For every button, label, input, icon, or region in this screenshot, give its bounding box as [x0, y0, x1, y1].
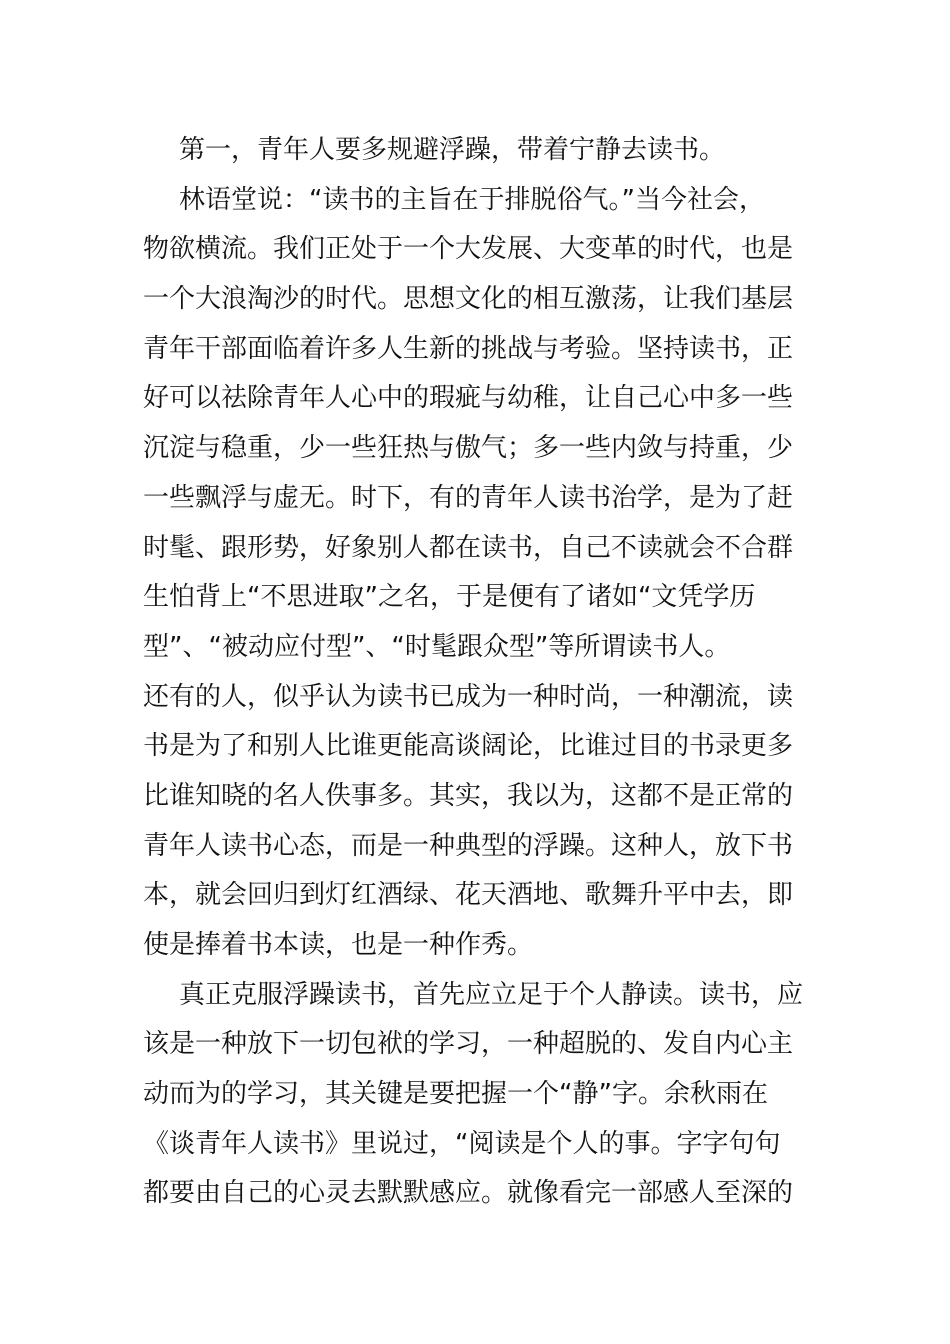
paragraph-line: 比谁知晓的名人佚事多。其实，我以为，这都不是正常的 — [143, 780, 794, 811]
paragraph-line: 动而为的学习，其关键是要把握一个“静”字。余秋雨在 — [143, 1079, 768, 1110]
paragraph-line: 生怕背上“不思进取”之名，于是便有了诸如“文凭学历 — [143, 582, 756, 613]
paragraph-line: 书是为了和别人比谁更能高谈阔论，比谁过目的书录更多 — [143, 731, 794, 762]
paragraph-line: 型”、“被动应付型”、“时髦跟众型”等所谓读书人。 — [143, 631, 731, 662]
paragraph-line: 该是一种放下一切包袱的学习，一种超脱的、发自内心主 — [143, 1029, 794, 1060]
paragraph-line: 沉淀与稳重，少一些狂热与傲气；多一些内敛与持重，少 — [143, 433, 794, 464]
paragraph-line: 《谈青年人读书》里说过，“阅读是个人的事。字字句句 — [143, 1128, 781, 1159]
paragraph-line: 真正克服浮躁读书，首先应立足于个人静读。读书，应 — [179, 979, 804, 1010]
paragraph-line: 本，就会回归到灯红酒绿、花天酒地、歌舞升平中去，即 — [143, 880, 794, 911]
section-heading: 第一，青年人要多规避浮躁，带着宁静去读书。 — [179, 135, 726, 165]
paragraph-line: 青年干部面临着许多人生新的挑战与考验。坚持读书，正 — [143, 333, 794, 364]
paragraph-line: 一些飘浮与虚无。时下，有的青年人读书治学，是为了赶 — [143, 482, 794, 513]
paragraph-line: 青年人读书心态，而是一种典型的浮躁。这种人，放下书 — [143, 830, 794, 861]
paragraph-line: 林语堂说：“读书的主旨在于排脱俗气。”当今社会， — [179, 184, 765, 215]
paragraph-line: 物欲横流。我们正处于一个大发展、大变革的时代，也是 — [143, 234, 794, 265]
paragraph-line: 好可以祛除青年人心中的瑕疵与幼稚，让自己心中多一些 — [143, 383, 794, 414]
paragraph-line: 都要由自己的心灵去默默感应。就像看完一部感人至深的 — [143, 1178, 794, 1209]
paragraph-line: 时髦、跟形势，好象别人都在读书，自己不读就会不合群 — [143, 532, 794, 563]
paragraph-line: 还有的人，似乎认为读书已成为一种时尚，一种潮流，读 — [143, 681, 794, 712]
paragraph-line: 一个大浪淘沙的时代。思想文化的相互激荡，让我们基层 — [143, 284, 794, 315]
paragraph-line: 使是捧着书本读，也是一种作秀。 — [143, 930, 534, 960]
document-body — [143, 126, 808, 1219]
